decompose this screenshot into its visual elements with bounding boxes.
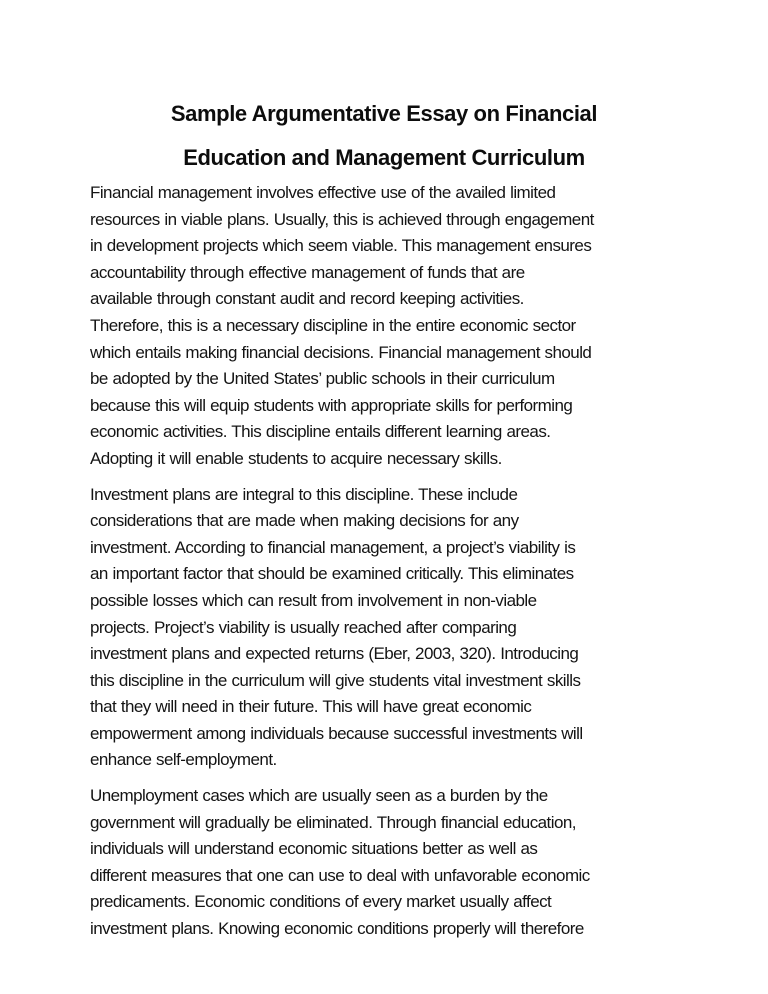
text-line: Unemployment cases which are usually seen as a burden by the (90, 786, 548, 806)
paragraph-3 (90, 783, 690, 943)
text-line: considerations that are made when making decisions for any (90, 511, 519, 531)
paragraph-2 (90, 482, 690, 775)
document-title (90, 92, 678, 180)
text-line: Financial management involves effective use of the availed limited (90, 183, 556, 202)
text-line: Investment plans are integral to this discipline. These include (90, 484, 518, 504)
paragraph-1 (90, 180, 690, 473)
text-line: investment plans. Knowing economic conditions properly will therefore (90, 919, 584, 939)
text-line: accountability through effective management of funds that are (90, 262, 525, 282)
title-line: Sample Argumentative Essay on Financial (170, 101, 598, 126)
text-line: enhance self-employment. (90, 750, 277, 770)
title-line: Education and Management Curriculum (183, 145, 585, 170)
text-line: empowerment among individuals because successful investments will (90, 723, 583, 743)
text-line: investment plans and expected returns (Eber, 2003, 320). Introducing (90, 644, 579, 664)
text-line: different measures that one can use to deal with unfavorable economic (90, 865, 590, 885)
document-body (90, 180, 690, 952)
text-line: this discipline in the curriculum will give students vital investment skills (90, 670, 581, 690)
text-line: available through constant audit and record keeping activities. (90, 289, 524, 309)
text-line: possible losses which can result from involvement in non-viable (90, 590, 537, 610)
text-line: that they will need in their future. This will have great economic (90, 697, 532, 717)
text-line: projects. Project’s viability is usually reached after comparing (90, 617, 517, 637)
text-line: be adopted by the United States’ public schools in their curriculum (90, 369, 555, 389)
text-line: resources in viable plans. Usually, this is achieved through engagement (90, 209, 594, 229)
text-line: predicaments. Economic conditions of every market usually affect (90, 892, 552, 912)
text-line: Adopting it will enable students to acquire necessary skills. (90, 448, 502, 468)
text-line: in development projects which seem viable. This management ensures (90, 236, 592, 256)
text-line: government will gradually be eliminated. Through financial education, (90, 812, 576, 832)
text-line: an important factor that should be examined critically. This eliminates (90, 564, 574, 584)
text-line: economic activities. This discipline entails different learning areas. (90, 422, 551, 442)
text-line: individuals will understand economic situations better as well as (90, 839, 538, 859)
text-line: because this will equip students with appropriate skills for performing (90, 395, 573, 415)
text-line: Therefore, this is a necessary discipline in the entire economic sector (90, 315, 576, 335)
text-line: investment. According to financial management, a project’s viability is (90, 537, 576, 557)
text-line: which entails making financial decisions. Financial management should (90, 342, 592, 362)
